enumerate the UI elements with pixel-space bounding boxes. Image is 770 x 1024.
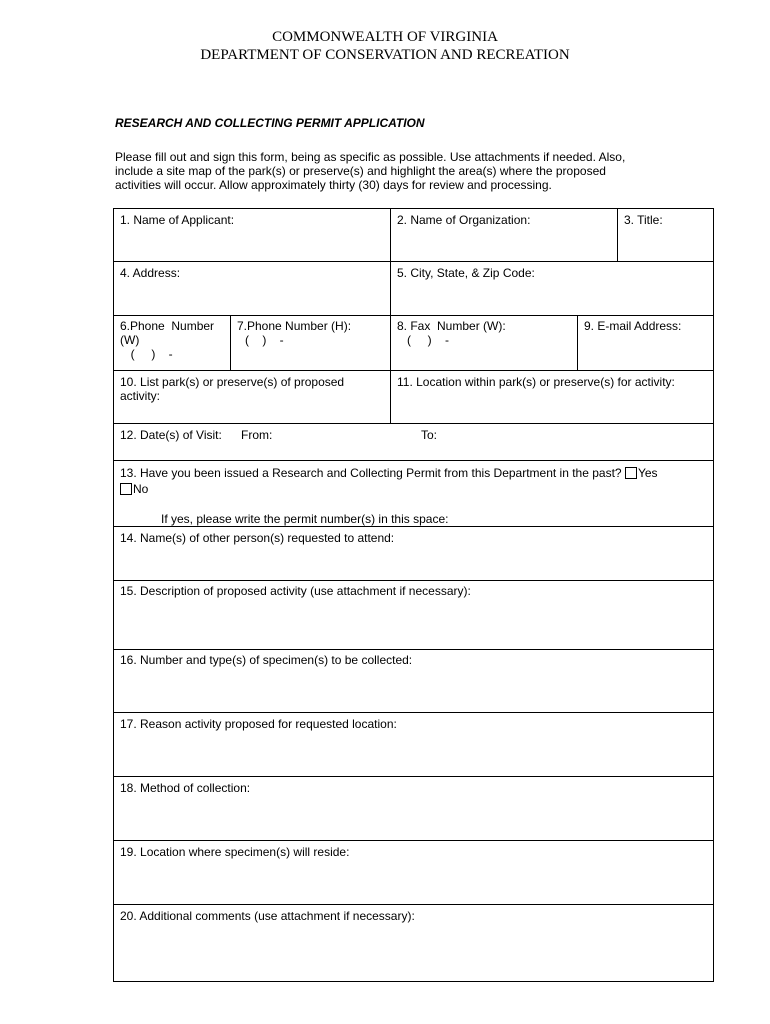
prior-permit-question [120,466,658,480]
table-rule [113,840,714,841]
table-rule [113,580,714,581]
table-rule [577,315,578,370]
applicant-name-field[interactable]: 1. Name of Applicant: [120,213,235,227]
collection-method-field[interactable]: 18. Method of collection: [120,781,251,795]
work-phone-placeholder: ( ) - [124,347,173,361]
table-rule [390,208,391,423]
table-rule [713,208,714,982]
table-rule [113,370,714,371]
reason-field[interactable]: 17. Reason activity proposed for requested location: [120,717,397,731]
work-phone-label: 6.Phone Number [120,319,215,333]
yes-label: Yes [637,466,658,480]
table-rule [113,712,714,713]
table-rule [113,423,714,424]
activity-description-field[interactable]: 15. Description of proposed activity (use attachment if necessary): [120,584,471,598]
instructions-line: include a site map of the park(s) or preserve(s) and highlight the area(s) where the proposed [115,164,606,178]
permit-number-field[interactable]: If yes, please write the permit number(s) in this space: [161,512,449,526]
home-phone-label: 7.Phone Number (H): [237,319,352,333]
no-label: No [133,482,149,496]
location-within-park-field[interactable]: 11. Location within park(s) or preserve(s) for activity: [397,375,675,389]
table-rule [113,649,714,650]
table-rule [113,208,114,982]
table-rule [113,460,714,461]
visit-from-field[interactable]: From: [241,428,273,442]
home-phone-field[interactable] [237,319,351,347]
title-field[interactable]: 3. Title: [624,213,663,227]
no-option [120,482,148,496]
agency-header-line1: COMMONWEALTH OF VIRGINIA [272,29,498,45]
parks-preserves-label-cont: activity: [120,389,161,403]
table-rule [230,315,231,370]
city-state-zip-field[interactable]: 5. City, State, & Zip Code: [397,266,535,280]
work-phone-label-w: (W) [120,333,140,347]
table-rule [617,208,618,261]
specimen-location-field[interactable]: 19. Location where specimen(s) will reside: [120,845,350,859]
specimens-field[interactable]: 16. Number and type(s) of specimen(s) to be collected: [120,653,413,667]
parks-preserves-field[interactable] [120,375,344,403]
email-address-field[interactable]: 9. E-mail Address: [584,319,682,333]
work-phone-field[interactable] [120,319,214,361]
instructions-line: Please fill out and sign this form, being as specific as possible. Use attachments if needed. Also, [115,150,626,164]
table-rule [113,981,714,982]
organization-name-field[interactable]: 2. Name of Organization: [397,213,531,227]
address-field[interactable]: 4. Address: [120,266,181,280]
additional-comments-field[interactable]: 20. Additional comments (use attachment if necessary): [120,909,415,923]
table-rule [113,776,714,777]
fax-number-field[interactable] [397,319,506,347]
other-persons-field[interactable]: 14. Name(s) of other person(s) requested to attend: [120,531,395,545]
home-phone-placeholder: ( ) - [245,333,284,347]
instructions-paragraph [115,150,675,192]
parks-preserves-label: 10. List park(s) or preserve(s) of proposed [120,375,345,389]
yes-checkbox[interactable] [625,467,637,479]
visit-to-field[interactable]: To: [421,428,438,442]
table-rule [113,904,714,905]
table-rule [113,208,714,209]
table-rule [113,261,714,262]
visit-dates-label: 12. Date(s) of Visit: [120,428,222,442]
agency-header-line2: DEPARTMENT OF CONSERVATION AND RECREATION [200,47,570,63]
no-checkbox[interactable] [120,483,132,495]
prior-permit-question-text: 13. Have you been issued a Research and Collecting Permit from this Department in the past? [120,466,622,480]
table-rule [113,526,714,527]
fax-number-label: 8. Fax Number (W): [397,319,506,333]
fax-number-placeholder: ( ) - [407,333,449,347]
form-title: RESEARCH AND COLLECTING PERMIT APPLICATION [115,116,425,130]
table-rule [113,315,714,316]
instructions-line: activities will occur. Allow approximately thirty (30) days for review and processing. [115,178,552,192]
